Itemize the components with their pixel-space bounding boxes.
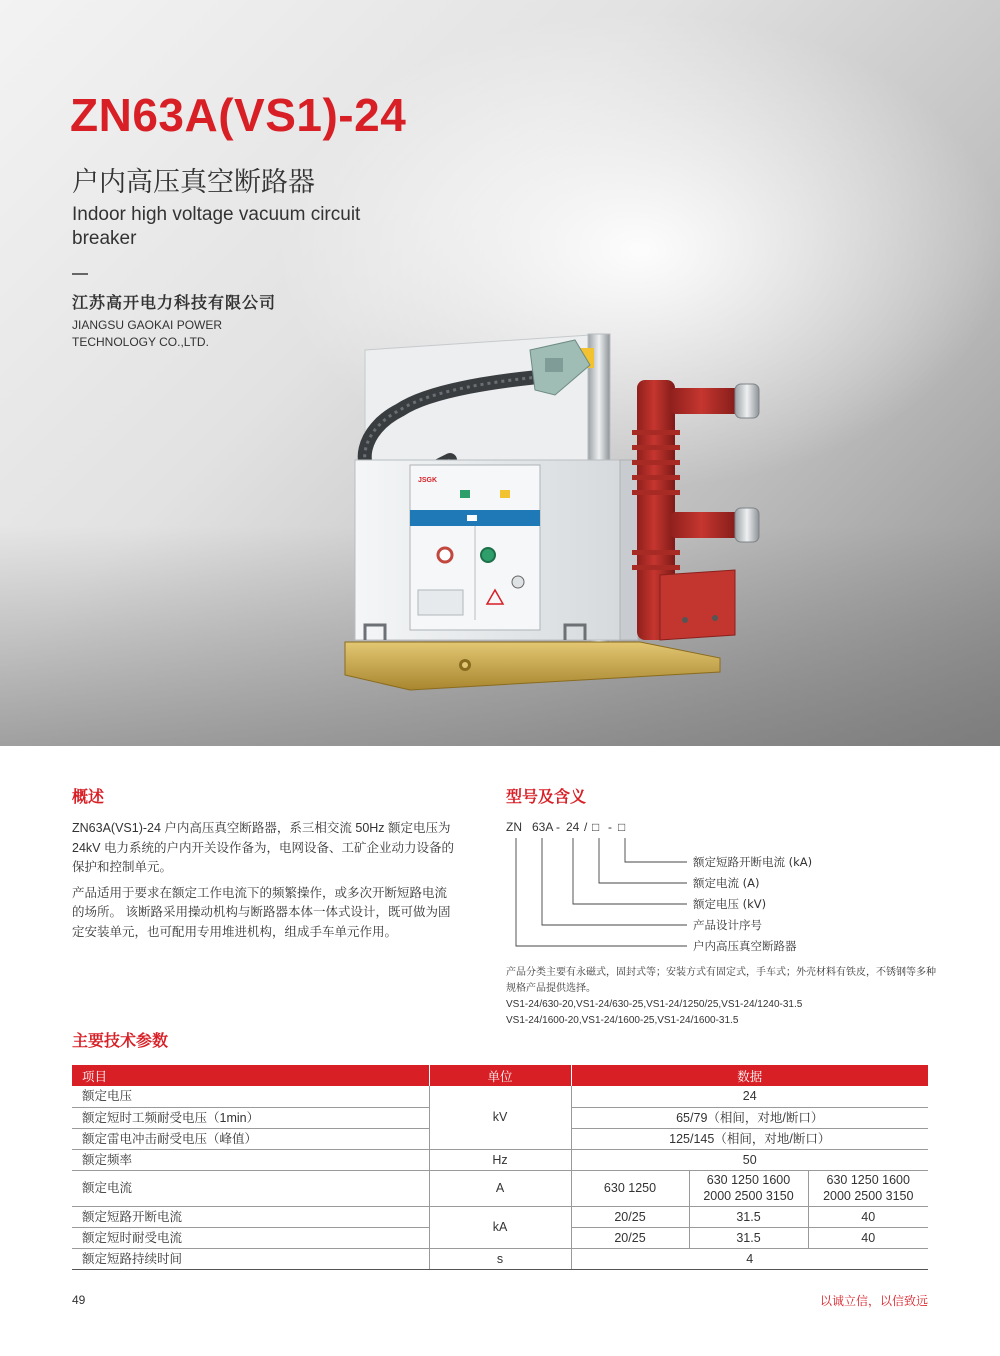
table-cell-item: 额定频率	[72, 1149, 429, 1170]
table-row	[72, 1170, 928, 1206]
table-cell-item: 额定电流	[72, 1170, 429, 1206]
spec-table	[72, 1065, 928, 1270]
open-button-icon	[438, 548, 452, 562]
model-code-diagram	[504, 814, 904, 964]
model-note-line: VS1-24/1600-20,VS1-24/1600-25,VS1-24/1600-31.5	[506, 1015, 739, 1026]
model-code-part: -	[608, 820, 612, 834]
table-row	[72, 1086, 928, 1107]
table-cell-value: 24	[571, 1086, 928, 1107]
product-subtitle-cn: 户内高压真空断路器	[72, 167, 315, 198]
table-cell-unit: kA	[429, 1206, 571, 1248]
device-brand-label: JSGK	[418, 477, 438, 484]
table-cell-item: 额定短时耐受电流	[72, 1227, 429, 1248]
column-header-unit: 单位	[429, 1065, 571, 1086]
company-name-en: JIANGSU GAOKAI POWER TECHNOLOGY CO.,LTD.	[72, 318, 223, 349]
table-cell-item: 额定短路持续时间	[72, 1248, 429, 1269]
table-cell-unit: kV	[429, 1086, 571, 1149]
table-cell-value: 31.5	[689, 1206, 808, 1227]
table-cell-unit: Hz	[429, 1149, 571, 1170]
product-subtitle-en: Indoor high voltage vacuum circuit breaker	[72, 204, 361, 249]
model-code-part: 63A	[532, 820, 554, 834]
table-cell-unit: s	[429, 1248, 571, 1269]
model-code-part: □	[592, 820, 600, 834]
table-row	[72, 1248, 928, 1269]
model-code-part: □	[618, 820, 626, 834]
model-code-part: 24	[566, 820, 580, 834]
table-cell-value: 65/79（相间，对地/断口）	[571, 1107, 928, 1128]
page-number: 49	[72, 1293, 86, 1307]
table-cell-value: 20/25	[571, 1206, 689, 1227]
table-row	[72, 1149, 928, 1170]
table-cell-value: 630 1250	[571, 1170, 689, 1206]
company-name-cn: 江苏高开电力科技有限公司	[72, 295, 277, 312]
model-note-line: VS1-24/630-20,VS1-24/630-25,VS1-24/1250/25,VS1-24/1240-31.5	[506, 999, 803, 1010]
table-cell-item: 额定电压	[72, 1086, 429, 1107]
divider	[72, 273, 88, 275]
table-cell-value: 4	[571, 1248, 928, 1269]
circuit-breaker-illustration	[340, 320, 780, 700]
table-cell-item: 额定短时工频耐受电压（1min）	[72, 1107, 429, 1128]
model-code-part: ZN	[506, 820, 522, 834]
table-cell-value: 20/25	[571, 1227, 689, 1248]
column-header-data: 数据	[571, 1065, 928, 1086]
model-legend-item: 额定电流 (A)	[693, 876, 760, 890]
table-cell-value: 630 1250 1600 2000 2500 3150	[808, 1170, 928, 1206]
overview-heading: 概述	[72, 787, 105, 806]
model-legend-item: 产品设计序号	[693, 918, 762, 932]
specs-heading: 主要技术参数	[72, 1031, 169, 1050]
model-code-part: /	[584, 820, 588, 834]
model-code-part: -	[556, 820, 560, 834]
model-legend-item: 额定电压 (kV)	[693, 897, 767, 911]
table-cell-value: 125/145（相间，对地/断口）	[571, 1128, 928, 1149]
table-header-row	[72, 1065, 928, 1086]
close-button-icon	[481, 548, 495, 562]
table-cell-value: 630 1250 1600 2000 2500 3150	[689, 1170, 808, 1206]
overview-paragraph: 产品适用于要求在额定工作电流下的频繁操作，或多次开断短路电流的场所。 该断路采用操动机构与断路器本体一体式设计，既可做为固定安装单元，也可配用专用堆进机构，组成手车单元作用。	[72, 885, 451, 939]
table-row	[72, 1206, 928, 1227]
model-note	[506, 965, 936, 1029]
model-legend-item: 额定短路开断电流 (kA)	[693, 855, 813, 869]
table-cell-unit: A	[429, 1170, 571, 1206]
column-header-item: 项目	[72, 1065, 429, 1086]
model-heading: 型号及含义	[506, 787, 587, 806]
table-cell-value: 31.5	[689, 1227, 808, 1248]
table-cell-item: 额定雷电冲击耐受电压（峰值）	[72, 1128, 429, 1149]
footer-slogan: 以诚立信，以信致远	[819, 1294, 928, 1308]
table-cell-item: 额定短路开断电流	[72, 1206, 429, 1227]
table-cell-value: 40	[808, 1206, 928, 1227]
product-title: ZN63A(VS1)-24	[70, 89, 407, 141]
table-cell-value: 50	[571, 1149, 928, 1170]
model-legend-item: 户内高压真空断路器	[693, 939, 797, 953]
table-cell-value: 40	[808, 1227, 928, 1248]
overview-paragraph: ZN63A(VS1)-24 户内高压真空断路器，系三相交流 50Hz 额定电压为 24kV 电力系统的户内开关设作备为，电网设备、工矿企业动力设备的保护和控制单元。	[72, 821, 454, 874]
overview-body	[72, 819, 457, 948]
model-note-line: 产品分类主要有永磁式，固封式等；安装方式有固定式，手车式；外壳材料有铁皮，不锈钢等多种规格产品提供选择。	[506, 967, 936, 994]
